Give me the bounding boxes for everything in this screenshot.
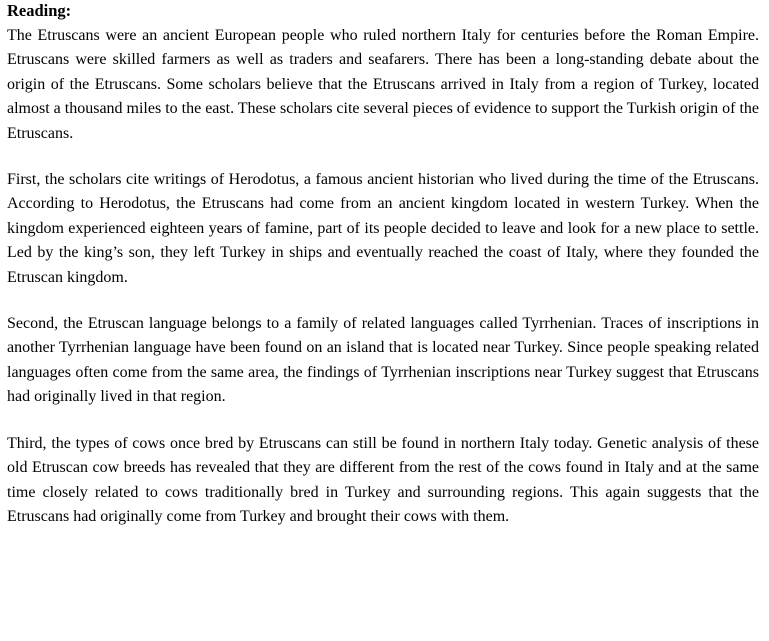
reading-passage bbox=[7, 0, 759, 529]
paragraph-4: Third, the types of cows once bred by Etruscans can still be found in northern Italy today. Genetic analysis of these old Etruscan cow breeds has revealed that they are different from the rest of the cows found in Italy and at the same time closely related to cows traditionally bred in Turkey and surrounding regions. This again suggests that the Etruscans had originally come from Turkey and brought their cows with them. bbox=[7, 434, 759, 525]
paragraph-2: First, the scholars cite writings of Herodotus, a famous ancient historian who lived during the time of the Etruscans. According to Herodotus, the Etruscans had come from an ancient kingdom located in western Turkey. When the kingdom experienced eighteen years of famine, part of its people decided to leave and look for a new place to settle. Led by the king’s son, they left Turkey in ships and eventually reached the coast of Italy, where they founded the Etruscan kingdom. bbox=[7, 171, 759, 286]
paragraph-3: Second, the Etruscan language belongs to a family of related languages called Tyrrhenian. Traces of inscriptions in another Tyrrhenian language have been found on an island that is located near Turkey. Since people speaking related languages often come from the same area, the findings of Tyrrhenian inscriptions near Turkey suggest that Etruscans had originally lived in that region. bbox=[7, 315, 759, 406]
reading-heading: Reading: bbox=[7, 1, 72, 20]
paragraph-1: The Etruscans were an ancient European people who ruled northern Italy for centuries before the Roman Empire. Etruscans were skilled farmers as well as traders and seafarers. There has been a long-standing debate about the origin of the Etruscans. Some scholars believe that the Etruscans arrived in Italy from a region of Turkey, located almost a thousand miles to the east. These scholars cite several pieces of evidence to support the Turkish origin of the Etruscans. bbox=[7, 27, 759, 142]
